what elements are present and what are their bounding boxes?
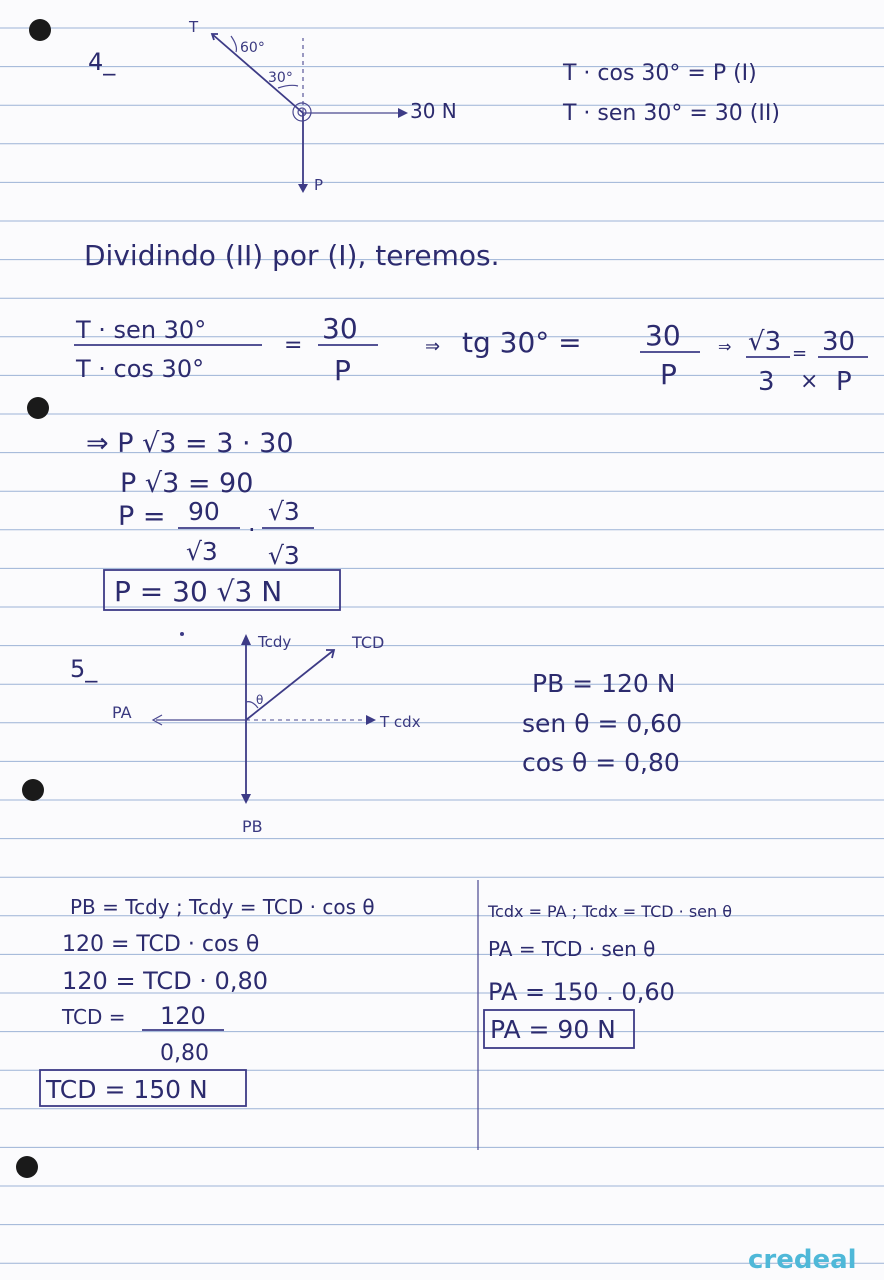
binder-hole xyxy=(29,19,51,41)
result-pa: PA = 90 N xyxy=(490,1015,616,1044)
ink-dot xyxy=(180,632,184,636)
fraction-denominator: P xyxy=(836,367,852,397)
left-line-2: 120 = TCD · cos θ xyxy=(62,932,260,957)
horizontal-force-arrowhead xyxy=(398,108,408,118)
label-T: T xyxy=(189,18,199,36)
label-pa: PA xyxy=(112,703,132,722)
pb-arrowhead xyxy=(241,794,251,804)
angle-60-arc xyxy=(231,36,236,52)
step-3 xyxy=(118,497,314,570)
ratio-equation-row xyxy=(74,312,868,397)
left-line-3: 120 = TCD · 0,80 xyxy=(62,967,268,995)
fraction-denominator: T · cos 30° xyxy=(76,355,205,383)
fraction-denominator: P xyxy=(334,354,351,387)
fraction-denominator: P xyxy=(660,358,677,391)
problem-4-number: 4_ xyxy=(88,48,116,76)
multiplication-dot: · xyxy=(248,516,256,544)
right-solution-column xyxy=(484,902,732,1048)
dividing-statement: Dividindo (II) por (I), teremos. xyxy=(84,239,500,272)
problem-4-force-diagram xyxy=(188,18,457,194)
fraction-numerator: 30 xyxy=(322,312,358,345)
label-P: P xyxy=(314,176,324,194)
fraction-denominator: 0,80 xyxy=(160,1041,209,1066)
tangent-expression: tg 30° = xyxy=(462,326,582,359)
fraction-numerator: 90 xyxy=(188,497,220,526)
label-30N: 30 N xyxy=(410,99,457,123)
weight-arrowhead xyxy=(298,184,308,193)
fraction-numerator: √3 xyxy=(748,327,782,357)
implies-arrow: ⇒ xyxy=(718,337,732,356)
right-line-2: PA = TCD · sen θ xyxy=(488,937,656,961)
label-30-degrees: 30° xyxy=(268,70,293,86)
equation-II: T · sen 30° = 30 (II) xyxy=(563,101,780,126)
given-cos: cos θ = 0,80 xyxy=(522,748,680,777)
left-line-1: PB = Tcdy ; Tcdy = TCD · cos θ xyxy=(70,895,375,919)
fraction-denominator: 3 xyxy=(758,367,775,397)
problem-5-force-diagram xyxy=(112,632,421,836)
fraction-denominator: √3 xyxy=(268,541,300,570)
binder-hole xyxy=(22,779,44,801)
equals-sign: = xyxy=(284,333,303,358)
label-tcdx: T cdx xyxy=(380,713,421,731)
step-3-lhs: P = xyxy=(118,501,166,532)
given-sen: sen θ = 0,60 xyxy=(522,709,682,738)
equation-I: T · cos 30° = P (I) xyxy=(563,61,757,86)
step-2: P √3 = 90 xyxy=(120,468,254,499)
binder-hole xyxy=(27,397,49,419)
given-values xyxy=(522,669,682,777)
fraction-numerator: 120 xyxy=(160,1002,206,1030)
label-pb: PB xyxy=(242,817,263,836)
frac-lhs: TCD = xyxy=(62,1005,126,1029)
problem-5-number: 5_ xyxy=(70,655,98,683)
right-line-1: Tcdx = PA ; Tcdx = TCD · sen θ xyxy=(488,902,733,921)
step-1: ⇒ P √3 = 3 · 30 xyxy=(86,428,294,459)
fraction-numerator: 30 xyxy=(822,327,856,357)
brand-watermark: credeal xyxy=(748,1245,857,1275)
equals-sign: = xyxy=(792,343,808,364)
right-line-3: PA = 150 . 0,60 xyxy=(488,978,675,1006)
result-P: P = 30 √3 N xyxy=(114,575,283,608)
fraction-numerator: T · sen 30° xyxy=(76,316,207,344)
label-60-degrees: 60° xyxy=(240,40,265,56)
tcdx-arrowhead xyxy=(366,715,376,725)
label-tcdy: Tcdy xyxy=(258,633,292,651)
label-theta: θ xyxy=(256,693,264,707)
implies-arrow: ⇒ xyxy=(425,336,441,357)
fraction-numerator: √3 xyxy=(268,497,300,526)
tcdy-arrowhead xyxy=(241,634,251,645)
fraction-numerator: 30 xyxy=(645,319,681,352)
tcd-vector xyxy=(246,650,334,720)
cross-multiply-mark: × xyxy=(800,369,819,394)
fraction-denominator: √3 xyxy=(186,537,218,566)
given-pb: PB = 120 N xyxy=(532,669,676,698)
binder-hole xyxy=(16,1156,38,1178)
left-solution-column xyxy=(40,895,375,1106)
label-tcd: TCD xyxy=(352,633,385,652)
result-tcd: TCD = 150 N xyxy=(46,1075,208,1104)
